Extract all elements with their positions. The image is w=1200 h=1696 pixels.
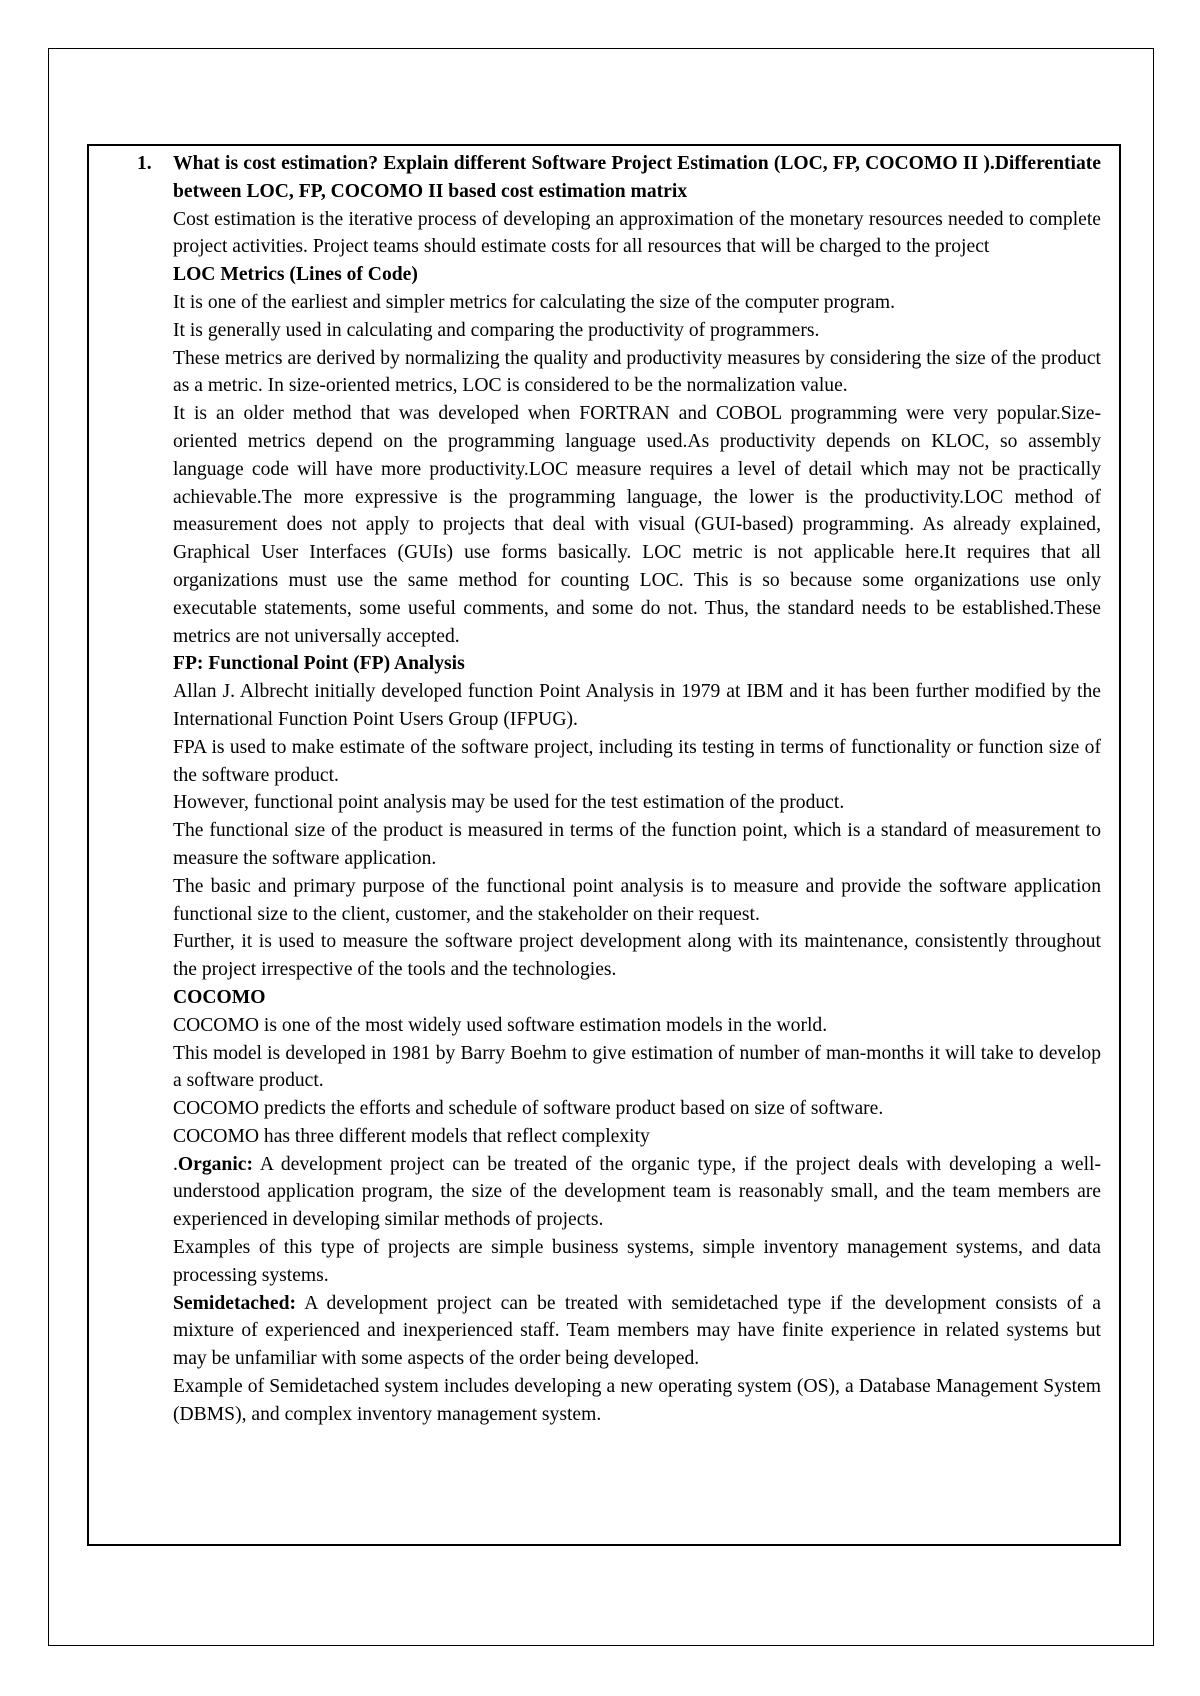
cocomo-paragraph-2: This model is developed in 1981 by Barry Boehm to give estimation of number of man-months it will take to develop a software product. [173, 1042, 1101, 1092]
organic-label: Organic: [177, 1153, 253, 1175]
organic-paragraph [173, 1151, 1101, 1234]
loc-paragraph-3: These metrics are derived by normalizing the quality and productivity measures by considering the size of the product as a metric. In size-oriented metrics, LOC is considered to be the normalization value. [173, 347, 1101, 397]
loc-paragraph-4: It is an older method that was developed when FORTRAN and COBOL programming were very popular.Size-oriented metrics depend on the programming language used.As productivity depends on KLOC, so assembly language code will have more productivity.LOC measure requires a level of detail which may not be practically achievable.The more expressive is the programming language, the lower is the productivity.LOC method of measurement does not apply to projects that deal with visual (GUI-based) programming. As already explained, Graphical User Interfaces (GUIs) use forms basically. LOC metric is not applicable here.It requires that all organizations must use the same method for counting LOC. This is so because some organizations use only executable statements, some useful comments, and some do not. Thus, the standard needs to be established.These metrics are not universally accepted. [173, 403, 1101, 647]
intro-paragraph: Cost estimation is the iterative process of developing an approximation of the monetary resources needed to complete project activities. Project teams should estimate costs for all resources that will be charged to the project [173, 208, 1101, 258]
fp-paragraph-3: However, functional point analysis may be used for the test estimation of the product. [173, 792, 845, 814]
loc-heading: LOC Metrics (Lines of Code) [173, 264, 418, 286]
loc-paragraph-1: It is one of the earliest and simpler metrics for calculating the size of the computer program. [173, 291, 895, 313]
cocomo-heading: COCOMO [173, 986, 266, 1008]
semidetached-examples: Example of Semidetached system includes developing a new operating system (OS), a Database Management System (DBMS), and complex inventory management system. [173, 1376, 1101, 1425]
question-title: What is cost estimation? Explain different Software Project Estimation (LOC, FP, COCOMO II ).Differentiate between LOC, FP, COCOMO II based cost estimation matrix [173, 153, 1101, 202]
fp-paragraph-6: Further, it is used to measure the software project development along with its maintenance, consistently throughout the project irrespective of the tools and the technologies. [173, 931, 1101, 981]
fp-heading: FP: Functional Point (FP) Analysis [173, 653, 465, 675]
fp-paragraph-4: The functional size of the product is measured in terms of the function point, which is a standard of measurement to measure the software application. [173, 820, 1101, 869]
organic-text: A development project can be treated of the organic type, if the project deals with developing a well-understood application program, the size of the development team is reasonably small, and the team members are experienced in developing similar methods of projects. [173, 1153, 1101, 1231]
loc-paragraph-2: It is generally used in calculating and comparing the productivity of programmers. [173, 319, 820, 341]
semidetached-text: A development project can be treated with semidetached type if the development consists of a mixture of experienced and inexperienced staff. Team members may have finite experience in related systems but may be unfamiliar with some aspects of the order being developed. [173, 1292, 1101, 1370]
semidetached-label: Semidetached: [173, 1292, 296, 1314]
fp-paragraph-1: Allan J. Albrecht initially developed function Point Analysis in 1979 at IBM and it has been further modified by the International Function Point Users Group (IFPUG). [173, 681, 1101, 730]
organic-examples: Examples of this type of projects are simple business systems, simple inventory management systems, and data processing systems. [173, 1237, 1101, 1286]
semidetached-paragraph [173, 1290, 1101, 1373]
fp-paragraph-5: The basic and primary purpose of the functional point analysis is to measure and provide the software application functional size to the client, customer, and the stakeholder on their request. [173, 875, 1101, 925]
answer-content [137, 150, 1101, 1429]
question-number: 1. [137, 153, 152, 174]
cocomo-paragraph-1: COCOMO is one of the most widely used software estimation models in the world. [173, 1014, 828, 1036]
fp-paragraph-2: FPA is used to make estimate of the software project, including its testing in terms of functionality or function size of the software product. [173, 736, 1101, 786]
cocomo-paragraph-3: COCOMO predicts the efforts and schedule of software product based on size of software. [173, 1098, 884, 1120]
answer-box [87, 144, 1121, 1546]
organic-prefix: . [173, 1153, 178, 1175]
cocomo-paragraph-4: COCOMO has three different models that reflect complexity [173, 1125, 650, 1147]
